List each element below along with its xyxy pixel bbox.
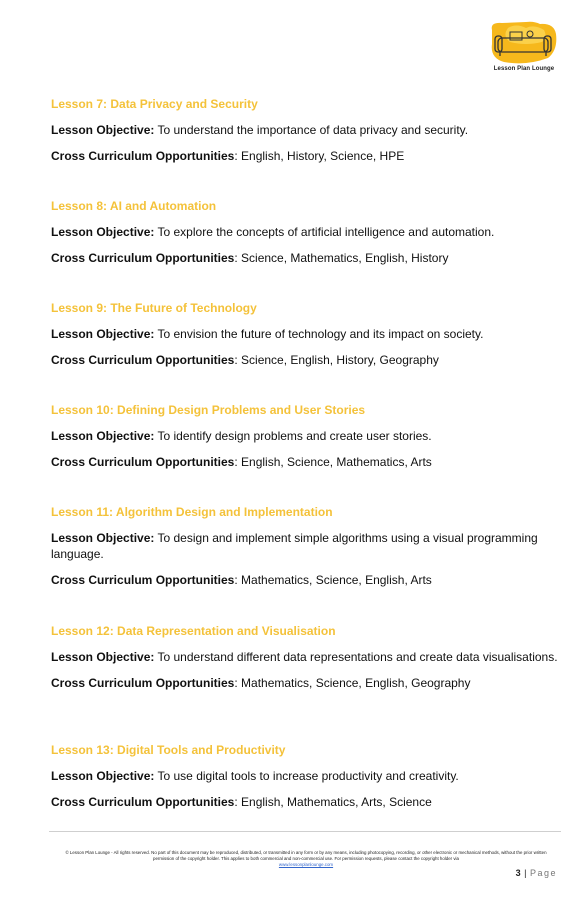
cross-curriculum: Cross Curriculum Opportunities: Mathematics, Science, English, Geography [51,676,471,690]
page-number-value: 3 [515,868,522,878]
cross-text: Mathematics, Science, English, Geography [241,676,471,690]
cross-text: English, Science, Mathematics, Arts [241,455,432,469]
cross-curriculum: Cross Curriculum Opportunities: Science, English, History, Geography [51,353,439,367]
lesson-title: Lesson 12: Data Representation and Visualisation [51,624,336,638]
page-number [516,868,557,878]
lesson-section [51,624,561,701]
cross-curriculum: Cross Curriculum Opportunities: English, Science, Mathematics, Arts [51,455,432,469]
lesson-section [51,97,561,174]
logo [486,20,562,80]
objective-label: Lesson Objective: [51,327,155,341]
cross-text: Science, Mathematics, English, History [241,251,449,265]
lesson-objective [51,122,561,138]
lesson-objective [51,326,561,342]
cross-curriculum: Cross Curriculum Opportunities: English, History, Science, HPE [51,149,405,163]
lesson-title: Lesson 9: The Future of Technology [51,301,257,315]
lesson-section [51,743,561,820]
lesson-title: Lesson 7: Data Privacy and Security [51,97,258,111]
objective-label: Lesson Objective: [51,225,155,239]
cross-text: English, Mathematics, Arts, Science [241,795,432,809]
objective-label: Lesson Objective: [51,769,155,783]
lesson-title: Lesson 13: Digital Tools and Productivity [51,743,286,757]
logo-text: Lesson Plan Lounge [493,66,555,72]
cross-curriculum: Cross Curriculum Opportunities: Science, Mathematics, English, History [51,251,449,265]
lesson-section [51,505,561,598]
lesson-objective [51,428,561,444]
objective-text: To understand different data representations and create data visualisations. [157,650,558,664]
cross-label: Cross Curriculum Opportunities [51,455,235,469]
objective-label: Lesson Objective: [51,531,155,545]
lesson-objective [51,224,561,240]
cross-text: Science, English, History, Geography [241,353,439,367]
lesson-title: Lesson 8: AI and Automation [51,199,217,213]
cross-curriculum: Cross Curriculum Opportunities: Mathematics, Science, English, Arts [51,573,432,587]
objective-text: To explore the concepts of artificial intelligence and automation. [157,225,495,239]
lesson-section [51,301,561,378]
copyright-text: © Lesson Plan Lounge - All rights reserved. No part of this document may be reproduced, distributed, or transmitted in any form or by any means, including photocopying, recording, or other electronic or mechanical methods, without the prior written permission of the copyright holder. This applies to both commercial and non-commercial use. For permission requests, please contact the copyright holder via [65,850,547,861]
footer-divider [49,831,561,832]
cross-text: Mathematics, Science, English, Arts [241,573,432,587]
objective-text: To use digital tools to increase productivity and creativity. [157,769,459,783]
lesson-objective [51,768,561,784]
objective-text: To identify design problems and create user stories. [157,429,432,443]
cross-label: Cross Curriculum Opportunities [51,149,235,163]
cross-text: English, History, Science, HPE [241,149,405,163]
cross-label: Cross Curriculum Opportunities [51,251,235,265]
objective-text: To understand the importance of data privacy and security. [157,123,469,137]
cross-label: Cross Curriculum Opportunities [51,676,235,690]
objective-text: To design and implement simple algorithms using a visual programming language. [51,531,538,561]
lesson-title: Lesson 11: Algorithm Design and Implementation [51,505,333,519]
page-separator: | [521,868,530,878]
cross-label: Cross Curriculum Opportunities [51,573,235,587]
lesson-objective [51,649,561,665]
objective-label: Lesson Objective: [51,123,155,137]
website-link[interactable]: www.lessonplanlounge.com [278,862,334,867]
lesson-title: Lesson 10: Defining Design Problems and User Stories [51,403,366,417]
footer-copyright [55,850,557,868]
objective-label: Lesson Objective: [51,650,155,664]
lesson-objective [51,530,561,562]
objective-text: To envision the future of technology and its impact on society. [157,327,484,341]
cross-curriculum: Cross Curriculum Opportunities: English, Mathematics, Arts, Science [51,795,432,809]
couch-logo-icon [486,20,562,66]
lesson-section [51,199,561,276]
cross-label: Cross Curriculum Opportunities [51,353,235,367]
lesson-section [51,403,561,480]
page-word: Page [529,868,557,878]
objective-label: Lesson Objective: [51,429,155,443]
cross-label: Cross Curriculum Opportunities [51,795,235,809]
